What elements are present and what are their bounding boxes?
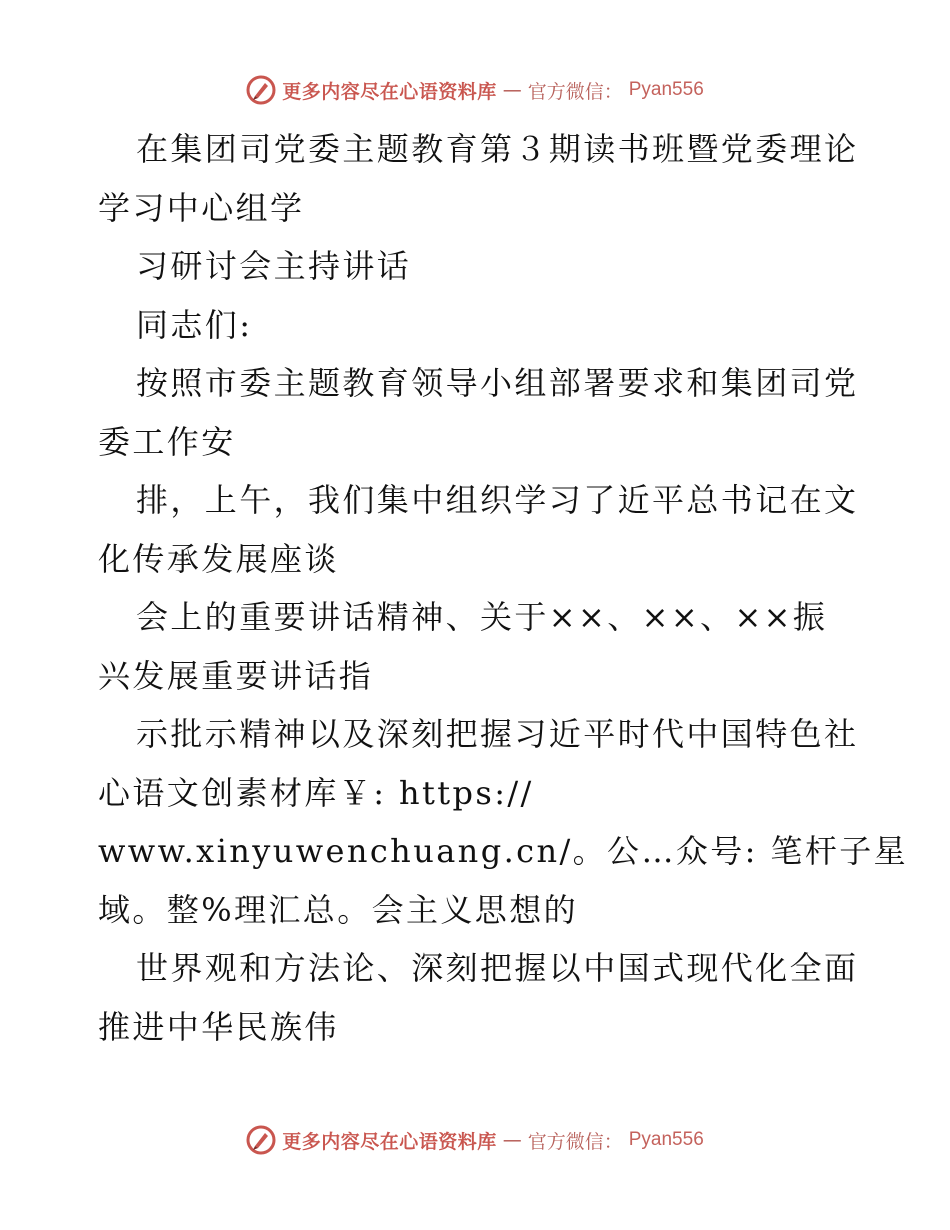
doc-line: 委工作安 (98, 422, 236, 461)
doc-line: 兴发展重要讲话指 (98, 656, 374, 695)
doc-line: 心语文创素材库￥: https:// (98, 773, 534, 812)
doc-line: 同志们: (136, 305, 253, 344)
doc-line: 化传承发展座谈 (98, 539, 339, 578)
header-banner (0, 70, 950, 110)
doc-line: www.xinyuwenchuang.cn/。公…众号: 笔杆子星 (98, 832, 909, 870)
doc-line: 按照市委主题教育领导小组部署要求和集团司党 (136, 364, 859, 402)
banner-dash: — (502, 1129, 522, 1151)
banner-wechat-id: Pyan556 (628, 1129, 704, 1150)
doc-line: 世界观和方法论、深刻把握以中国式现代化全面 (136, 949, 859, 987)
doc-line: 域。整%理汇总。会主义思想的 (98, 890, 579, 929)
banner-wechat-id: Pyan556 (628, 79, 704, 100)
doc-line: 习研讨会主持讲话 (136, 247, 412, 285)
doc-line: 会上的重要讲话精神、关于××、××、××振 (136, 598, 828, 636)
doc-line: 推进中华民族伟 (98, 1007, 339, 1046)
doc-line: 示批示精神以及深刻把握习近平时代中国特色社 (136, 715, 859, 753)
banner-dash: — (502, 79, 522, 101)
doc-line: 在集团司党委主题教育第３期读书班暨党委理论 (136, 130, 859, 168)
quill-pen-logo-icon (246, 1125, 276, 1155)
banner-official-label: 官方微信： (527, 1130, 623, 1153)
banner-text: 更多内容尽在心语资料库 (282, 80, 497, 103)
footer-banner (0, 1120, 950, 1160)
doc-line: 排，上午，我们集中组织学习了近平总书记在文 (136, 481, 859, 519)
banner-text: 更多内容尽在心语资料库 (282, 1130, 497, 1153)
doc-line: 学习中心组学 (98, 188, 305, 227)
document-body (98, 120, 909, 1056)
quill-pen-logo-icon (246, 75, 276, 105)
banner-official-label: 官方微信： (527, 80, 623, 103)
